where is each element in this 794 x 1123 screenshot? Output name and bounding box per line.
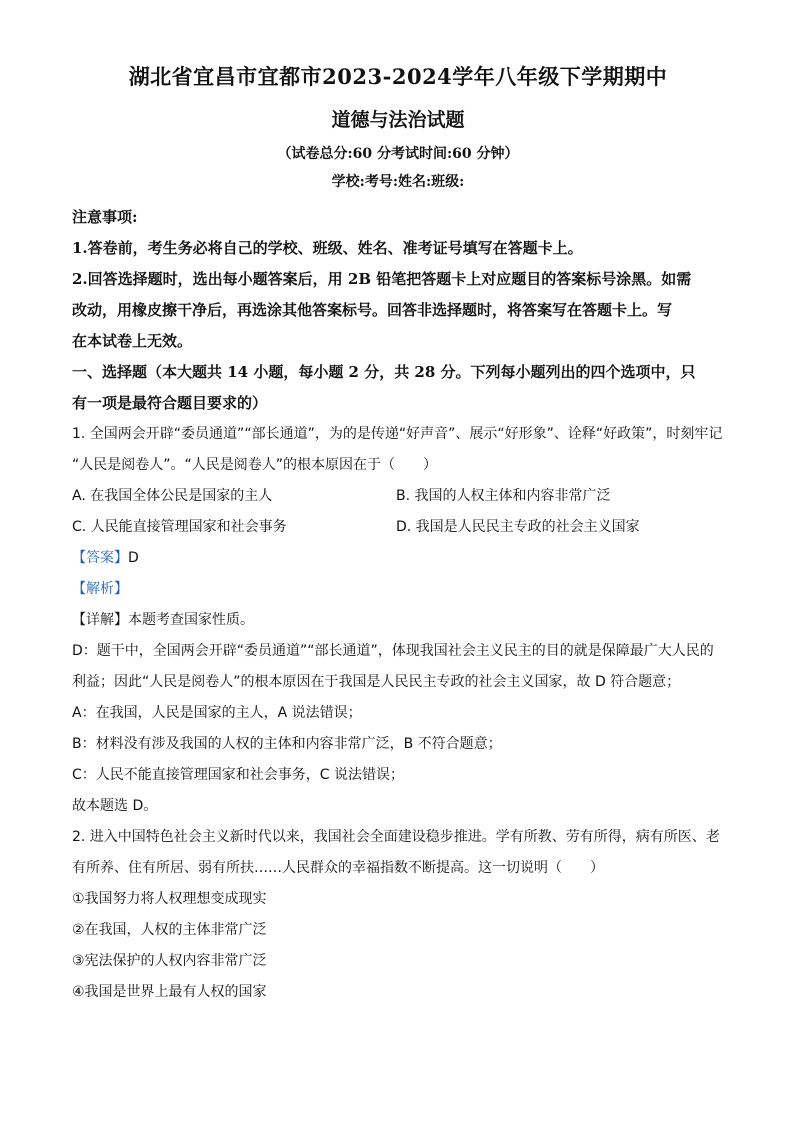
q1-option-b: B. 我国的人权主体和内容非常广泛 <box>396 488 611 504</box>
section-heading-line-1: 一、选择题（本大题共 14 小题，每小题 2 分，共 28 分。下列每小题列出的四个选项中，只 <box>72 363 696 381</box>
q2-stem-line-2: 有所养、住有所居、弱有所扶……人民群众的幸福指数不断提高。这一切说明（ ） <box>72 860 604 876</box>
student-info-line: 学校:考号:姓名:班级: <box>331 174 465 190</box>
q1-analysis-tag <box>72 574 724 605</box>
q1-explain-b: B：材料没有涉及我国的人权的主体和内容非常广泛，B 不符合题意； <box>72 736 502 752</box>
analysis-label: 解析 <box>86 581 114 597</box>
notice-item-2-line-1: 2.回答选择题时，选出每小题答案后，用 2B 铅笔把答题卡上对应题目的答案标号涂黑。如需 <box>72 270 692 288</box>
q2-item-3: ③宪法保护的人权内容非常广泛 <box>72 953 267 969</box>
answer-label: 答案 <box>86 550 114 566</box>
exam-subject-title: 道德与法治试题 <box>331 109 465 131</box>
analysis-open-bracket: 【 <box>72 581 86 597</box>
q1-options <box>72 481 724 543</box>
q1-option-c: C. 人民能直接管理国家和社会事务 <box>72 519 287 535</box>
answer-value: D <box>128 550 139 566</box>
answer-close-bracket: 】 <box>114 550 128 566</box>
notice-item-2-line-3: 在本试卷上无效。 <box>72 332 193 350</box>
q1-explain-d-line-1: D：题干中，全国两会开辟“委员通道”“部长通道”，体现我国社会主义民主的目的就是保障最广大人民的 <box>72 643 714 659</box>
q1-stem-line-1: 1. 全国两会开辟“委员通道”“部长通道”，为的是传递“好声音”、展示“好形象”、诠释“好政策”，时刻牢记 <box>72 426 723 442</box>
q1-stem-line-2: “人民是阅卷人”。“人民是阅卷人”的根本原因在于（ ） <box>72 457 438 473</box>
q2-stem-line-1: 2. 进入中国特色社会主义新时代以来，我国社会全面建设稳步推进。学有所教、劳有所得，病有所医、老 <box>72 829 720 845</box>
notice-item-1: 1.答卷前，考生务必将自己的学校、班级、姓名、准考证号填写在答题卡上。 <box>72 239 583 257</box>
q1-answer <box>72 543 724 574</box>
analysis-close-bracket: 】 <box>114 581 128 597</box>
q2-item-1: ①我国努力将人权理想变成现实 <box>72 891 267 907</box>
section-heading-line-2: 有一项是最符合题目要求的） <box>72 394 268 412</box>
q1-explain-d-line-2: 利益；因此“人民是阅卷人”的根本原因在于我国是人民民主专政的社会主义国家，故 D 符合题意； <box>72 674 681 690</box>
answer-open-bracket: 【 <box>72 550 86 566</box>
notice-heading: 注意事项: <box>72 208 138 226</box>
q1-option-d: D. 我国是人民民主专政的社会主义国家 <box>396 519 640 535</box>
q1-conclusion: 故本题选 D。 <box>72 798 158 814</box>
exam-score-time: （试卷总分:60 分考试时间:60 分钟） <box>277 146 519 162</box>
notice-item-2-line-2: 改动，用橡皮擦干净后，再选涂其他答案标号。回答非选择题时，将答案写在答题卡上。写 <box>72 301 673 319</box>
q2-item-4: ④我国是世界上最有人权的国家 <box>72 984 267 1000</box>
exam-title: 湖北省宜昌市宜都市2023-2024学年八年级下学期期中 <box>128 64 668 89</box>
q1-explain-a: A：在我国，人民是国家的主人，A 说法错误； <box>72 705 362 721</box>
q1-detail: 【详解】本题考查国家性质。 <box>72 612 254 628</box>
q1-option-a: A. 在我国全体公民是国家的主人 <box>72 488 273 504</box>
q1-explain-c: C：人民不能直接管理国家和社会事务，C 说法错误； <box>72 767 404 783</box>
q2-item-2: ②在我国，人权的主体非常广泛 <box>72 922 267 938</box>
exam-page <box>72 62 724 1008</box>
